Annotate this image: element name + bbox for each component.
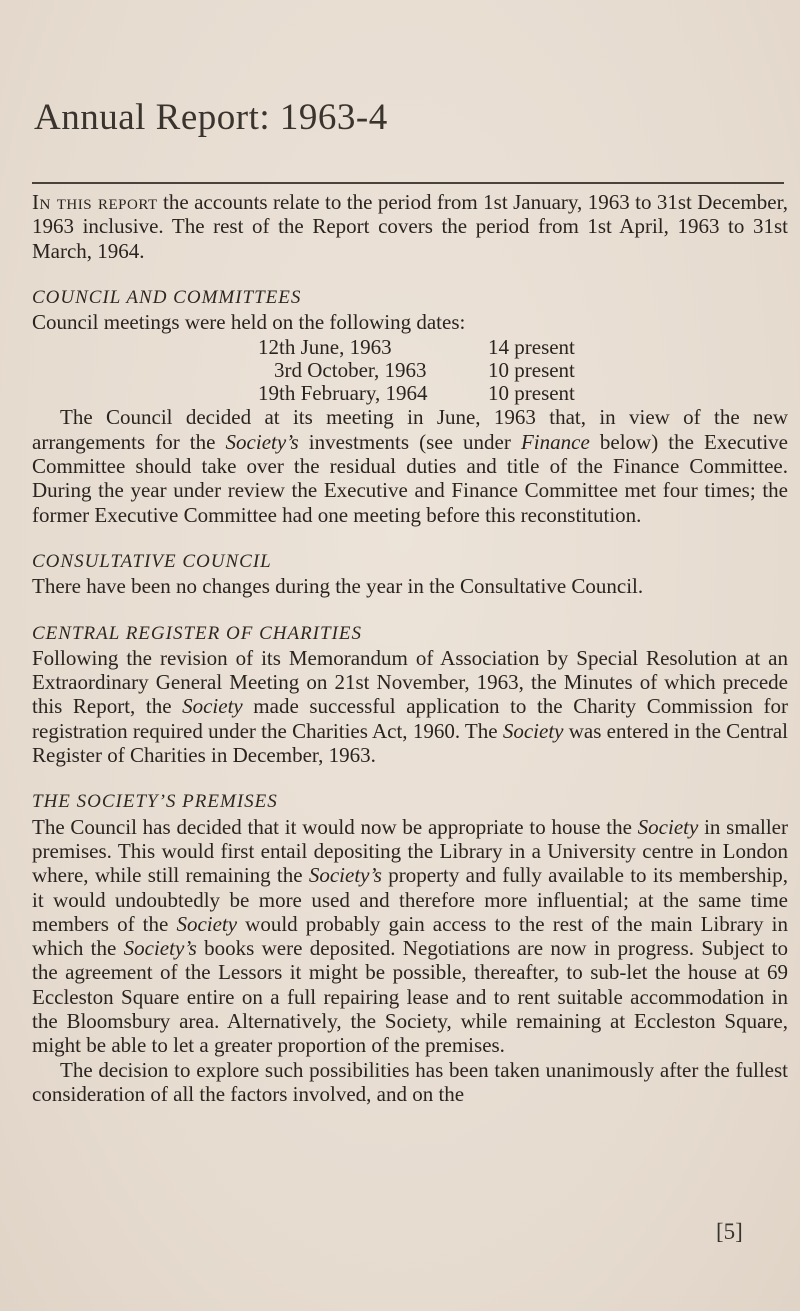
heading-council: COUNCIL AND COMMITTEES	[32, 286, 302, 308]
premises-emphasis: Society	[637, 814, 699, 839]
meeting-date: 3rd October, 1963	[274, 358, 427, 383]
meeting-attendance: 14 present	[488, 335, 575, 360]
report-title: Annual Report: 1963-4	[34, 97, 388, 138]
meeting-attendance: 10 present	[488, 358, 575, 383]
section-gap	[32, 599, 788, 622]
register-paragraph	[32, 646, 788, 767]
premises-paragraph	[32, 815, 788, 1058]
premises-text: The Council has decided that it would now be appropriate to house the	[32, 814, 638, 839]
register-emphasis: Society	[182, 694, 243, 719]
report-body	[32, 190, 788, 1106]
register-emphasis: Society	[502, 718, 564, 743]
meetings-list	[32, 335, 788, 404]
council-emphasis: Society’s	[225, 429, 299, 454]
premises-emphasis: Society’s	[308, 863, 382, 888]
premises-text: property and fully available to its membership, it would undoubtedly be more used and therefore more influential; at the same time members of the	[32, 863, 788, 936]
council-text: investments (see under	[298, 429, 521, 454]
council-text: below) the Executive Committee should take over the residual duties and title of the Finance Committee. During the year under review the Executive and Finance Committee met four times; the former Executive Committee had one meeting before this reconstitution.	[32, 429, 788, 527]
premises-text: in smaller premises. This would first entail depositing the Library in a University centre in London where, while still remaining the	[32, 814, 788, 888]
meeting-date: 12th June, 1963	[258, 335, 392, 360]
premises-text: books were deposited. Negotiations are now in progress. Subject to the agreement of the Lessors it might be possible, thereafter, to sub-let the house at 69 Eccleston Square entire on a full repairing lease and to rent suitable accommodation in the Bloomsbury area. Alternatively, the Society, while remaining at Eccleston Square, might be able to let a greater proportion of the premises.	[32, 936, 788, 1058]
intro-paragraph	[32, 190, 788, 263]
council-paragraph	[32, 405, 788, 526]
premises-emphasis: Society	[176, 911, 238, 936]
intro-text: the accounts relate to the period from 1st January, 1963 to 31st December, 1963 inclusive. The rest of the Report covers the period from 1st April, 1963 to 31st March, 1964.	[32, 190, 788, 263]
intro-lead: In this report	[32, 190, 158, 214]
premises-text: would probably gain access to the rest of the main Library in which the	[32, 911, 788, 961]
council-intro: Council meetings were held on the following dates:	[32, 310, 466, 335]
council-emphasis: Finance	[520, 429, 590, 454]
meeting-attendance: 10 present	[488, 381, 575, 406]
meeting-row	[32, 381, 788, 404]
premises-paragraph-2: The decision to explore such possibilities has been taken unanimously after the fullest consideration of all the factors involved, and on the	[32, 1057, 788, 1106]
section-gap	[32, 263, 788, 286]
register-text: Following the revision of its Memorandum of Association by Special Resolution at an Extraordinary General Meeting on 21st November, 1963, the Minutes of which precede this Report, the	[32, 645, 788, 719]
register-text: was entered in the Central Register of Charities in December, 1963.	[32, 718, 788, 768]
heading-register: CENTRAL REGISTER OF CHARITIES	[32, 622, 363, 644]
council-text: The Council decided at its meeting in June, 1963 that, in view of the new arrangements for the	[32, 405, 788, 454]
meeting-date: 19th February, 1964	[258, 381, 428, 406]
meeting-row	[32, 358, 788, 381]
heading-consultative: CONSULTATIVE COUNCIL	[32, 550, 272, 572]
heading-premises: THE SOCIETY’S PREMISES	[32, 791, 278, 813]
title-rule	[32, 182, 784, 184]
consultative-paragraph: There have been no changes during the year in the Consultative Council.	[32, 574, 644, 599]
premises-emphasis: Society’s	[123, 936, 197, 961]
section-gap	[32, 767, 788, 790]
section-gap	[32, 527, 788, 550]
meeting-row	[32, 335, 788, 358]
register-text: made successful application to the Charity Commission for registration required under the Charities Act, 1960. The	[32, 694, 788, 743]
page-number: [5]	[716, 1219, 743, 1244]
